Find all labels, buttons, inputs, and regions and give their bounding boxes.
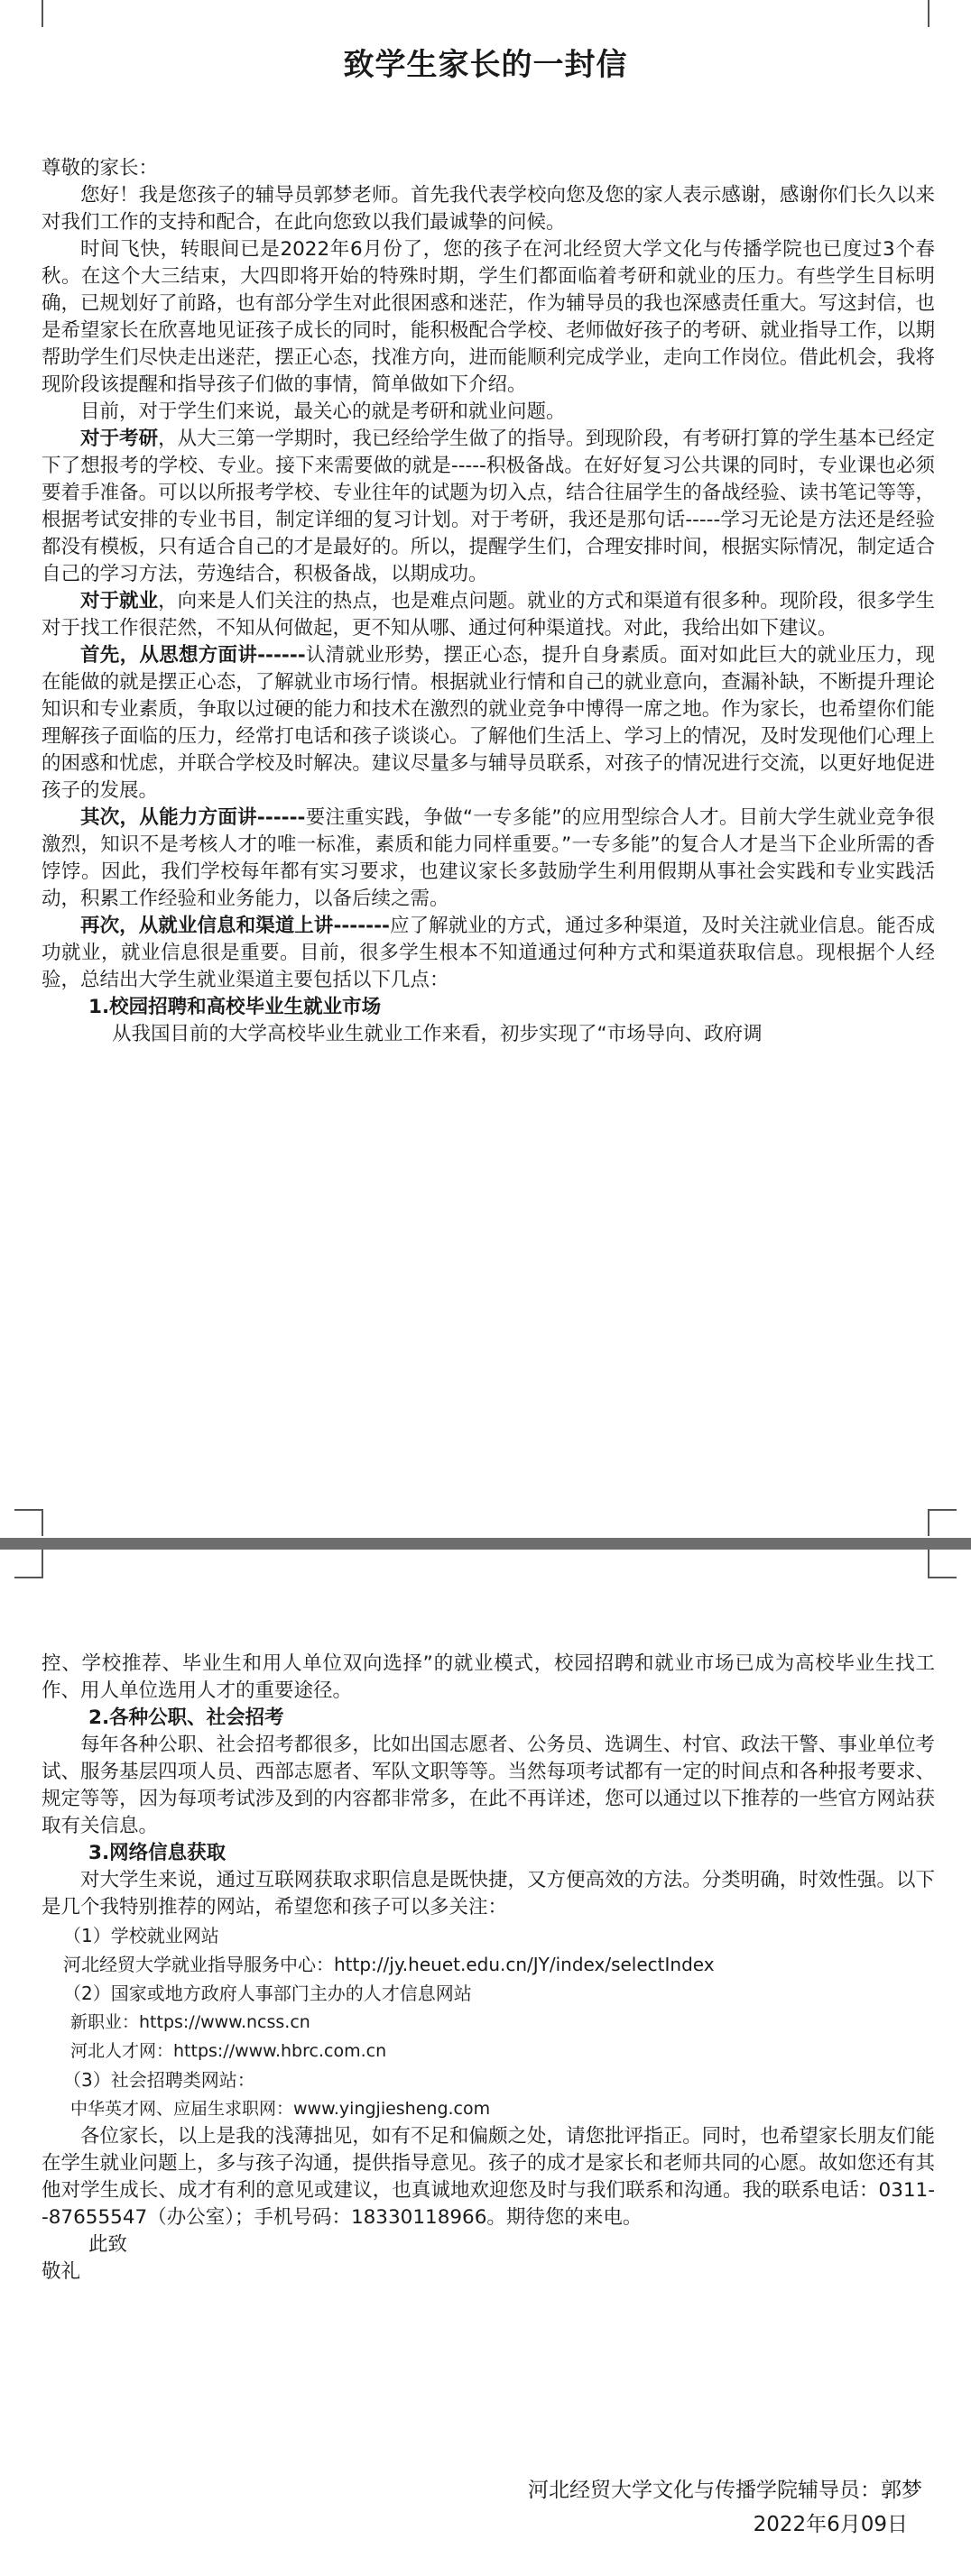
- closing-cizhi: 此致: [88, 2233, 128, 2256]
- paragraph-conclusion: 各位家长，以上是我的浅薄拙见，如有不足和偏颇之处，请您批评指正。同时，也希望家长朋友们能在学生就业问题上，多与孩子沟通，提供指导意见。孩子的成才是家长和老师共同的心愿。故如您还有其他对学生成长、成才有利的意见或建议，也真诚地欢迎您及时与我们联系和沟通。我的联系电话：0311--87655547（办公室）；手机号码：18330118966。期待您的来电。: [42, 2125, 935, 2229]
- postgrad-text: ，从大三第一学期时，我已经给学生做了的指导。到现阶段，有考研打算的学生基本已经定下了想报考的学校、专业。接下来需要做的就是-----积极备战。在好好复习公共课的同时，专业课也必须要着手准备。可以以所报考学校、专业往年的试题为切入点，结合往届学生的备战经验、读书笔记等等，根据考试安排的专业书目，制定详细的复习计划。对于考研，我还是那句话-----学习无论是方法还是经验都没有模板，只有适合自己的才是最好的。所以，提醒学生们，合理安排时间，根据实际情况，制定适合自己的学习方法，劳逸结合，积极备战，以期成功。: [42, 428, 935, 585]
- paragraph-public-exams: 每年各种公职、社会招考都很多，比如出国志愿者、公务员、选调生、村官、政法干警、事业单位考试、服务基层四项人员、西部志愿者、军队文职等等。当然每项考试都有一定的时间点和各种报考要求、规定等等，因为每项考试涉及到的内容都非常多，在此不再详述，您可以通过以下推荐的一些官方网站获取有关信息。: [42, 1734, 935, 1837]
- paragraph-employment: [42, 588, 935, 642]
- mindset-lead: 首先，从思想方面讲------: [80, 644, 306, 667]
- site-school-link[interactable]: 河北经贸大学就业指导服务中心：http://jy.heuet.edu.cn/JY/index/selectIndex: [63, 1954, 715, 1975]
- heading-campus-recruitment: 1.校园招聘和高校毕业生就业市场: [88, 996, 382, 1018]
- letter-page-2: [0, 1550, 971, 2576]
- signature: 河北经贸大学文化与传播学院辅导员：郭梦: [528, 2479, 922, 2502]
- paragraph-intro: 您好！我是您孩子的辅导员郭梦老师。首先我代表学校向您及您的家人表示感谢，感谢你们长久以来对我们工作的支持和配合，在此向您致以我们最诚挚的问候。: [42, 184, 935, 234]
- letter-body-part-2: [42, 1651, 935, 2286]
- greeting: 尊敬的家长：: [42, 157, 159, 179]
- date: 2022年6月09日: [753, 2513, 908, 2536]
- paragraph-online-info: 对大学生来说，通过互联网获取求职信息是既快捷，又方便高效的方法。分类明确，时效性强。以下是几个我特别推荐的网站，希望您和孩子可以多关注：: [42, 1869, 935, 1918]
- paragraph-campus-end: 控、学校推荐、毕业生和用人单位双向选择”的就业模式，校园招聘和就业市场已成为高校毕业生找工作、用人单位选用人才的重要途径。: [42, 1652, 935, 1702]
- postgrad-lead: 对于考研: [80, 428, 159, 450]
- paragraph-channels: [42, 913, 935, 994]
- closing-jingli: 敬礼: [42, 2260, 81, 2283]
- heading-public-exams: 2.各种公职、社会招考: [88, 1707, 284, 1729]
- paragraph-mindset: [42, 642, 935, 805]
- page-separator: [0, 1538, 971, 1550]
- mindset-text: 认清就业形势，摆正心态，提升自身素质。面对如此巨大的就业压力，现在能做的就是摆正心态，了解就业市场行情。根据就业行情和自己的就业意向，查漏补缺，不断提升理论知识和专业素质，争取以过硬的能力和技术在激烈的就业竞争中博得一席之地。作为家长，也希望你们能理解孩子面临的压力，经常打电话和孩子谈谈心。了解他们生活上、学习上的情况，及时发现他们心理上的困惑和忧虑，并联合学校及时解决。建议尽量多与辅导员联系，对孩子的情况进行交流，以更好地促进孩子的发展。: [42, 644, 935, 802]
- employment-lead: 对于就业: [80, 590, 159, 612]
- paragraph-time: 时间飞快，转眼间已是2022年6月份了，您的孩子在河北经贸大学文化与传播学院也已度过3个春秋。在这个大三结束，大四即将开始的特殊时期，学生们都面临着考研和就业的压力。有些学生目标明确，已规划好了前路，也有部分学生对此很困惑和迷茫，作为辅导员的我也深感责任重大。写这封信，也是希望家长在欣喜地见证孩子成长的同时，能积极配合学校、老师做好孩子的考研、就业指导工作，以期帮助学生们尽快走出迷茫，摆正心态，找准方向，进而能顺利完成学业，走向工作岗位。借此机会，我将现阶段该提醒和指导孩子们做的事情，简单做如下介绍。: [42, 238, 935, 396]
- heading-online-info: 3.网络信息获取: [88, 1842, 227, 1864]
- site-hbrc-link[interactable]: 河北人才网：https://www.hbrc.com.cn: [70, 2041, 387, 2061]
- site-group-social: （3）社会招聘类网站：: [63, 2069, 255, 2091]
- paragraph-focus: 目前，对于学生们来说，最关心的就是考研和就业问题。: [80, 400, 566, 423]
- ability-text: 要注重实践，争做“一专多能”的应用型综合人才。目前大学生就业竞争很激烈，知识不是考核人才的唯一标准，素质和能力同样重要。”一专多能”的复合人才是当下企业所需的香饽饽。因此，我们学校每年都有实习要求，也建议家长多鼓励学生利用假期从事社会实践和专业实践活动，积累工作经验和业务能力，以备后续之需。: [42, 806, 935, 910]
- channels-lead: 再次，从就业信息和渠道上讲-------: [80, 915, 390, 937]
- paragraph-postgrad: [42, 426, 935, 588]
- crop-mark: [928, 1550, 957, 1578]
- site-group-government: （2）国家或地方政府人事部门主办的人才信息网站: [63, 1983, 472, 2004]
- crop-mark: [14, 1550, 43, 1578]
- site-ncss-link[interactable]: 新职业：https://www.ncss.cn: [70, 2012, 310, 2032]
- letter-title: 致学生家长的一封信: [343, 47, 628, 83]
- employment-text: ，向来是人们关注的热点，也是难点问题。就业的方式和渠道有很多种。现阶段，很多学生对于找工作很茫然，不知从何做起，更不知从哪、通过何种渠道找。对此，我给出如下建议。: [42, 590, 935, 639]
- crop-mark: [928, 0, 957, 27]
- crop-mark: [14, 0, 43, 27]
- ability-lead: 其次，从能力方面讲------: [80, 806, 306, 829]
- letter-body-part-1: [42, 155, 935, 1048]
- paragraph-campus-start: 从我国目前的大学高校毕业生就业工作来看，初步实现了“市场导向、政府调: [112, 1023, 763, 1045]
- site-yingjiesheng-link[interactable]: 中华英才网、应届生求职网：www.yingjiesheng.com: [70, 2099, 491, 2119]
- paragraph-ability: [42, 805, 935, 913]
- channels-text: 应了解就业的方式，通过多种渠道，及时关注就业信息。能否成功就业，就业信息很是重要。目前，很多学生根本不知道通过何种方式和渠道获取信息。现根据个人经验，总结出大学生就业渠道主要包括以下几点：: [42, 915, 935, 991]
- crop-mark: [14, 1509, 43, 1536]
- site-group-school: （1）学校就业网站: [63, 1925, 219, 1946]
- crop-mark: [928, 1509, 957, 1536]
